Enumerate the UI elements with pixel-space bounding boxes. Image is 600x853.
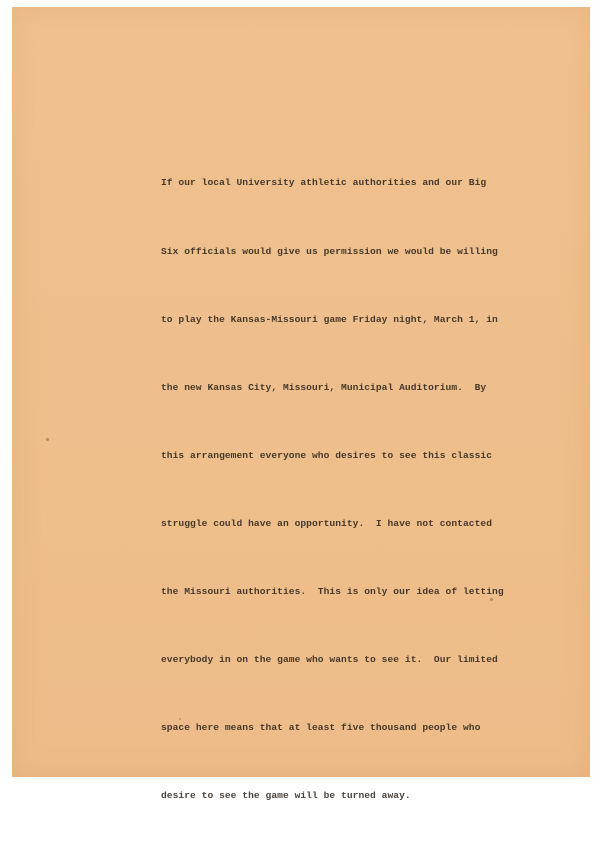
text-line: If our local University athletic authorities and our Big <box>161 177 487 189</box>
text-line: space here means that at least five thousand people who <box>161 722 481 734</box>
text-line: this arrangement everyone who desires to see this classic <box>161 449 493 461</box>
text-line: to play the Kansas-Missouri game Friday night, March 1, in <box>161 313 498 325</box>
text-line: the Missouri authorities. This is only our idea of letting <box>161 585 504 597</box>
text-line: desire to see the game will be turned away. <box>161 790 411 802</box>
text-line: the new Kansas City, Missouri, Municipal Auditorium. By <box>161 381 487 393</box>
text-line: struggle could have an opportunity. I have not contacted <box>161 517 493 529</box>
text-line: everybody in on the game who wants to see it. Our limited <box>161 654 498 666</box>
typed-paragraph <box>161 127 541 853</box>
text-line: Six officials would give us permission we would be willing <box>161 245 498 257</box>
paper-speck <box>46 438 49 441</box>
